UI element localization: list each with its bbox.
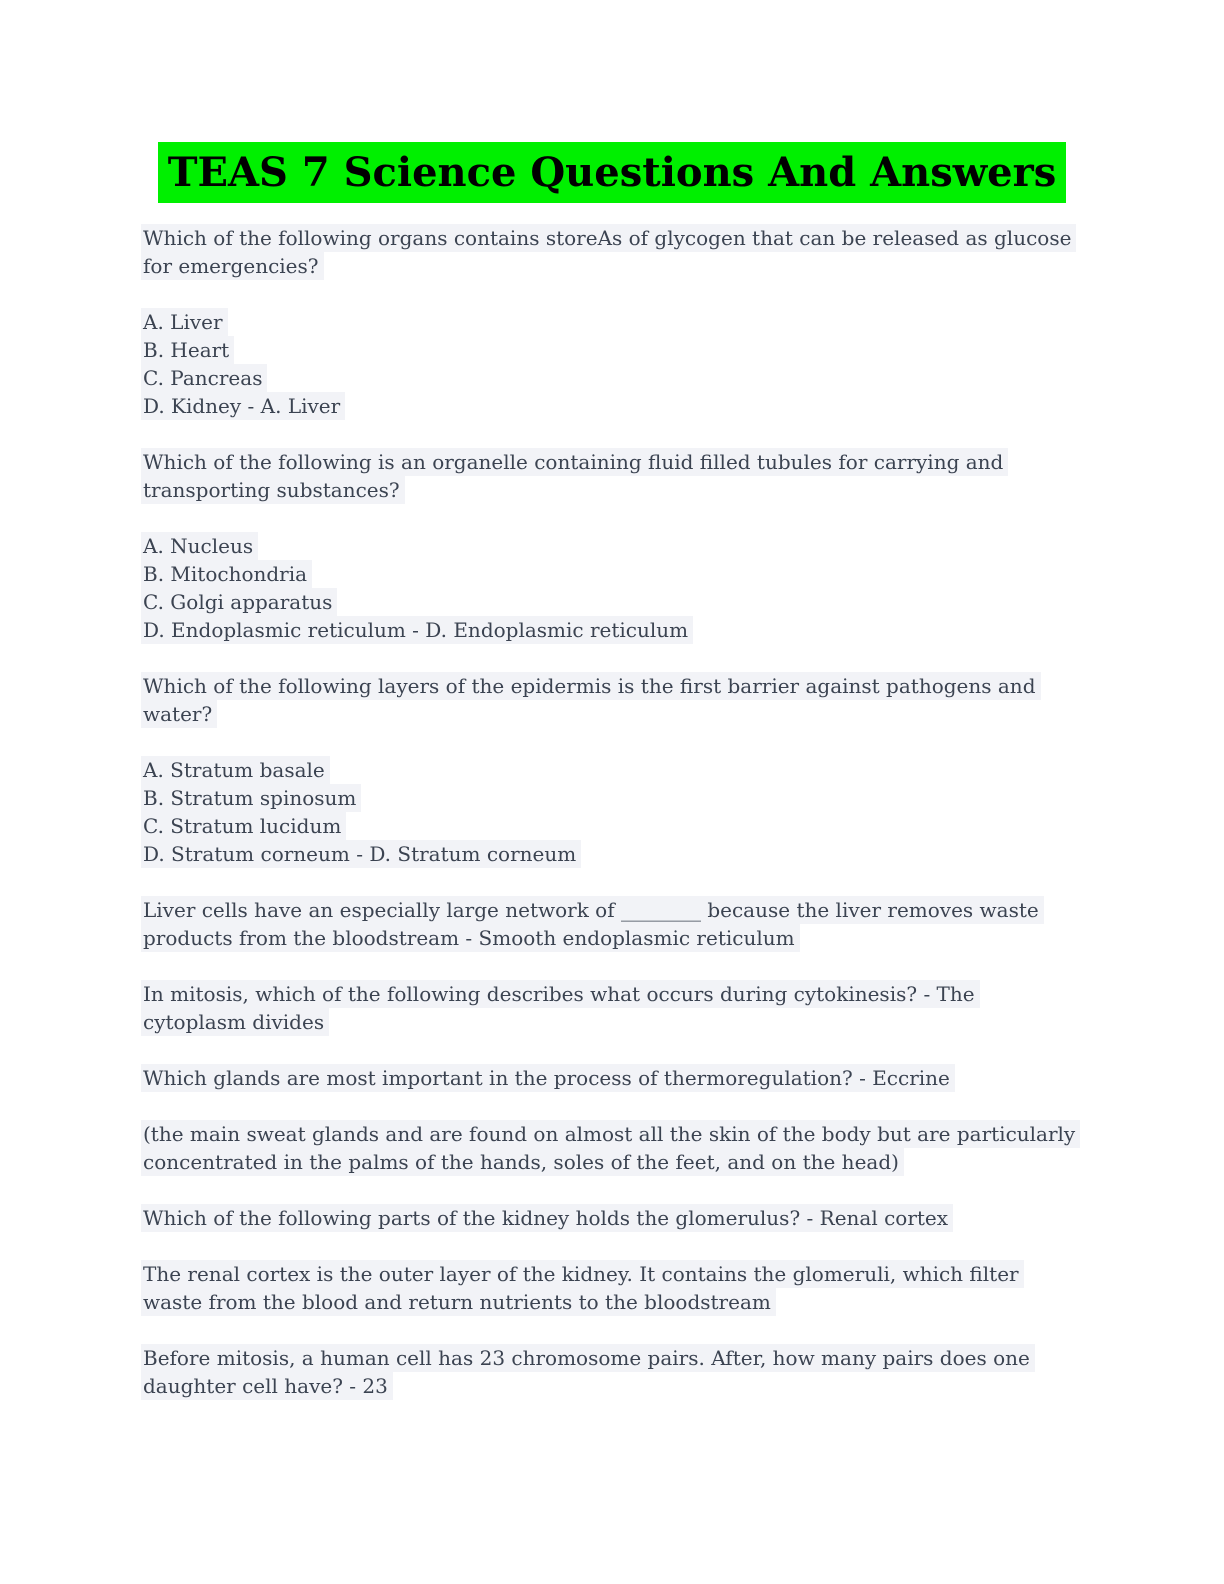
highlighted-text: C. Golgi apparatus — [141, 588, 337, 616]
text-line — [143, 476, 1103, 504]
highlighted-text: The renal cortex is the outer layer of the kidney. It contains the glomeruli, which filter — [141, 1260, 1024, 1288]
text-line — [143, 252, 1103, 280]
paragraph — [143, 1204, 1103, 1232]
highlighted-text: for emergencies? — [141, 252, 324, 280]
text-line — [143, 448, 1103, 476]
page-title-highlight: TEAS 7 Science Questions And Answers — [158, 142, 1066, 203]
text-line — [143, 224, 1103, 252]
highlighted-text: A. Stratum basale — [141, 756, 330, 784]
document-body — [143, 224, 1103, 1428]
paragraph — [143, 896, 1103, 952]
highlighted-text: D. Stratum corneum - D. Stratum corneum — [141, 840, 581, 868]
highlighted-text: D. Endoplasmic reticulum - D. Endoplasmic reticulum — [141, 616, 693, 644]
paragraph — [143, 224, 1103, 280]
highlighted-text: In mitosis, which of the following describes what occurs during cytokinesis? - The — [141, 980, 980, 1008]
highlighted-text: A. Nucleus — [141, 532, 258, 560]
highlighted-text: transporting substances? — [141, 476, 405, 504]
text-line — [143, 1120, 1103, 1148]
highlighted-text: cytoplasm divides — [141, 1008, 329, 1036]
text-line — [143, 392, 1103, 420]
paragraph — [143, 1344, 1103, 1400]
text-line — [143, 700, 1103, 728]
highlighted-text: C. Stratum lucidum — [141, 812, 346, 840]
text-line — [143, 840, 1103, 868]
text-line — [143, 616, 1103, 644]
highlighted-text: waste from the blood and return nutrients to the bloodstream — [141, 1288, 776, 1316]
highlighted-text: Liver cells have an especially large network of ________ because the liver removes waste — [141, 896, 1044, 924]
text-line — [143, 924, 1103, 952]
highlighted-text: B. Mitochondria — [141, 560, 312, 588]
text-line — [143, 672, 1103, 700]
text-line — [143, 308, 1103, 336]
paragraph — [143, 1260, 1103, 1316]
text-line — [143, 1372, 1103, 1400]
paragraph — [143, 980, 1103, 1036]
text-line — [143, 980, 1103, 1008]
text-line — [143, 560, 1103, 588]
paragraph — [143, 1064, 1103, 1092]
text-line — [143, 784, 1103, 812]
highlighted-text: Which of the following organs contains storeAs of glycogen that can be released as glucose — [141, 224, 1076, 252]
text-line — [143, 756, 1103, 784]
paragraph — [143, 672, 1103, 728]
highlighted-text: Which of the following is an organelle containing fluid filled tubules for carrying and — [141, 448, 1008, 476]
highlighted-text: B. Stratum spinosum — [141, 784, 361, 812]
text-line — [143, 1148, 1103, 1176]
text-line — [143, 1288, 1103, 1316]
page-title — [0, 142, 1224, 203]
highlighted-text: Which of the following parts of the kidney holds the glomerulus? - Renal cortex — [141, 1204, 953, 1232]
highlighted-text: daughter cell have? - 23 — [141, 1372, 393, 1400]
highlighted-text: products from the bloodstream - Smooth endoplasmic reticulum — [141, 924, 800, 952]
highlighted-text: water? — [141, 700, 217, 728]
text-line — [143, 364, 1103, 392]
text-line — [143, 1344, 1103, 1372]
paragraph — [143, 308, 1103, 420]
text-line — [143, 1064, 1103, 1092]
highlighted-text: D. Kidney - A. Liver — [141, 392, 345, 420]
highlighted-text: A. Liver — [141, 308, 228, 336]
paragraph — [143, 532, 1103, 644]
highlighted-text: Which glands are most important in the process of thermoregulation? - Eccrine — [141, 1064, 955, 1092]
text-line — [143, 896, 1103, 924]
text-line — [143, 336, 1103, 364]
text-line — [143, 1204, 1103, 1232]
text-line — [143, 588, 1103, 616]
highlighted-text: Before mitosis, a human cell has 23 chromosome pairs. After, how many pairs does one — [141, 1344, 1035, 1372]
text-line — [143, 532, 1103, 560]
text-line — [143, 812, 1103, 840]
text-line — [143, 1260, 1103, 1288]
highlighted-text: concentrated in the palms of the hands, soles of the feet, and on the head) — [141, 1148, 904, 1176]
highlighted-text: Which of the following layers of the epidermis is the first barrier against pathogens and — [141, 672, 1041, 700]
text-line — [143, 1008, 1103, 1036]
highlighted-text: C. Pancreas — [141, 364, 267, 392]
paragraph — [143, 756, 1103, 868]
highlighted-text: (the main sweat glands and are found on almost all the skin of the body but are particularly — [141, 1120, 1080, 1148]
paragraph — [143, 1120, 1103, 1176]
highlighted-text: B. Heart — [141, 336, 234, 364]
paragraph — [143, 448, 1103, 504]
